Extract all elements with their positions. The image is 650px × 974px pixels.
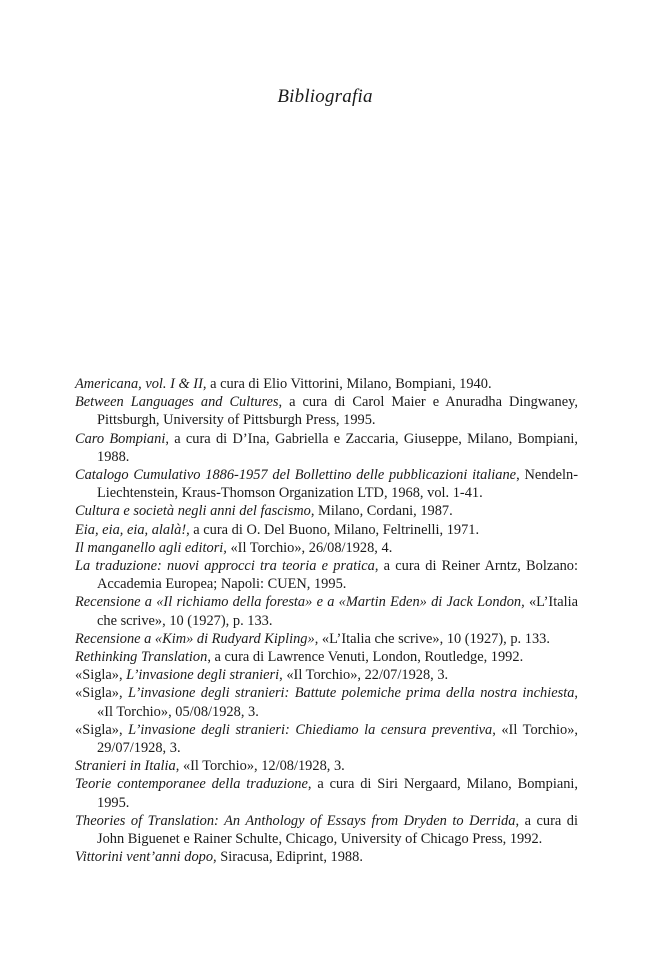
bibliography-entry bbox=[75, 666, 578, 684]
entry-title: Caro Bompiani bbox=[75, 430, 166, 447]
entry-details: , a cura di O. Del Buono, Milano, Feltrinelli, 1971. bbox=[186, 521, 480, 538]
entry-title: La traduzione: nuovi approcci tra teoria e pratica bbox=[75, 558, 375, 575]
entry-title: Americana, vol. I & II bbox=[75, 376, 203, 392]
entry-title: Teorie contemporanee della traduzione bbox=[75, 776, 308, 793]
entry-details: «Il Torchio», 26/08/1928, 4. bbox=[226, 539, 393, 556]
entry-title: L’invasione degli stranieri bbox=[126, 667, 280, 684]
entry-title: L’invasione degli stranieri: Battute polemiche prima della nostra inchiesta bbox=[127, 685, 575, 702]
bibliography-entry bbox=[75, 393, 578, 429]
entry-title: Eia, eia, eia, alalà! bbox=[75, 521, 187, 538]
entry-details: , «Il Torchio», 12/08/1928, 3. bbox=[175, 758, 345, 775]
bibliography-entry bbox=[75, 630, 578, 648]
bibliography-entry bbox=[75, 593, 578, 629]
entry-details: , «L’Italia che scrive», 10 (1927), p. 133. bbox=[314, 630, 550, 647]
entry-details: , a cura di Lawrence Venuti, London, Routledge, 1992. bbox=[207, 649, 524, 666]
bibliography-entry bbox=[75, 848, 578, 866]
entry-title: Stranieri in Italia bbox=[75, 758, 176, 775]
bibliography-entry bbox=[75, 539, 578, 557]
entry-details: , «Il Torchio», 05/08/1928, 3. bbox=[97, 685, 578, 720]
entry-details: , a cura di Reiner Arntz, Bolzano: Accademia Europea; Napoli: CUEN, 1995. bbox=[97, 558, 578, 593]
bibliography-entry bbox=[75, 375, 578, 393]
page-title: Bibliografia bbox=[277, 86, 373, 107]
bibliography-list bbox=[75, 375, 578, 866]
bibliography-entry bbox=[75, 648, 578, 666]
entry-title: Theories of Translation: An Anthology of Essays from Dryden to Derrida bbox=[75, 812, 516, 829]
bibliography-entry bbox=[75, 502, 578, 520]
bibliography-entry bbox=[75, 757, 578, 775]
entry-details: , a cura di Carol Maier e Anuradha Dingwaney, Pittsburgh, University of Pittsburgh Press, 1995. bbox=[97, 394, 579, 429]
entry-details: , a cura di John Biguenet e Rainer Schulte, Chicago, University of Chicago Press, 1992. bbox=[97, 812, 578, 848]
entry-title: Between Languages and Cultures bbox=[75, 394, 279, 411]
bibliography-entry bbox=[75, 430, 578, 466]
entry-details: , a cura di D’Ina, Gabriella e Zaccaria, Giuseppe, Milano, Bompiani, 1988. bbox=[97, 430, 578, 465]
entry-title: Recensione a «Kim» di Rudyard Kipling» bbox=[75, 630, 315, 647]
entry-author: «Sigla», bbox=[75, 721, 129, 738]
entry-title: Il manganello agli editori, bbox=[75, 539, 227, 556]
entry-details: , Milano, Cordani, 1987. bbox=[310, 503, 453, 520]
entry-details: , Nendeln-Liechtenstein, Kraus-Thomson Organization LTD, 1968, vol. 1-41. bbox=[97, 467, 578, 502]
bibliography-entry bbox=[75, 721, 578, 757]
entry-details: «L’Italia che scrive», 10 (1927), p. 133. bbox=[97, 594, 578, 629]
entry-details: , Siracusa, Ediprint, 1988. bbox=[213, 849, 363, 866]
entry-details: , a cura di Siri Nergaard, Milano, Bompiani, 1995. bbox=[97, 776, 578, 811]
entry-title: Recensione a «Il richiamo della foresta» e a «Martin Eden» di Jack London, bbox=[75, 594, 525, 611]
bibliography-entry bbox=[75, 775, 578, 811]
bibliography-entry bbox=[75, 466, 578, 502]
entry-title: Vittorini vent’anni dopo bbox=[75, 849, 214, 866]
bibliography-entry bbox=[75, 521, 578, 539]
entry-details: , a cura di Elio Vittorini, Milano, Bompiani, 1940. bbox=[202, 376, 492, 392]
entry-title: L’invasione degli stranieri: Chiediamo la censura preventiva bbox=[128, 721, 493, 738]
bibliography-entry bbox=[75, 812, 578, 848]
entry-author: «Sigla», bbox=[75, 667, 127, 684]
bibliography-entry bbox=[75, 684, 578, 720]
entry-author: «Sigla», bbox=[75, 685, 128, 702]
entry-details: , «Il Torchio», 29/07/1928, 3. bbox=[97, 721, 578, 757]
entry-title: Cultura e società negli anni del fascismo bbox=[75, 503, 311, 520]
bibliography-entry bbox=[75, 557, 578, 593]
entry-details: , «Il Torchio», 22/07/1928, 3. bbox=[279, 667, 449, 684]
entry-title: Rethinking Translation bbox=[75, 649, 208, 666]
entry-title: Catalogo Cumulativo 1886-1957 del Bollettino delle pubblicazioni italiane bbox=[75, 467, 517, 484]
